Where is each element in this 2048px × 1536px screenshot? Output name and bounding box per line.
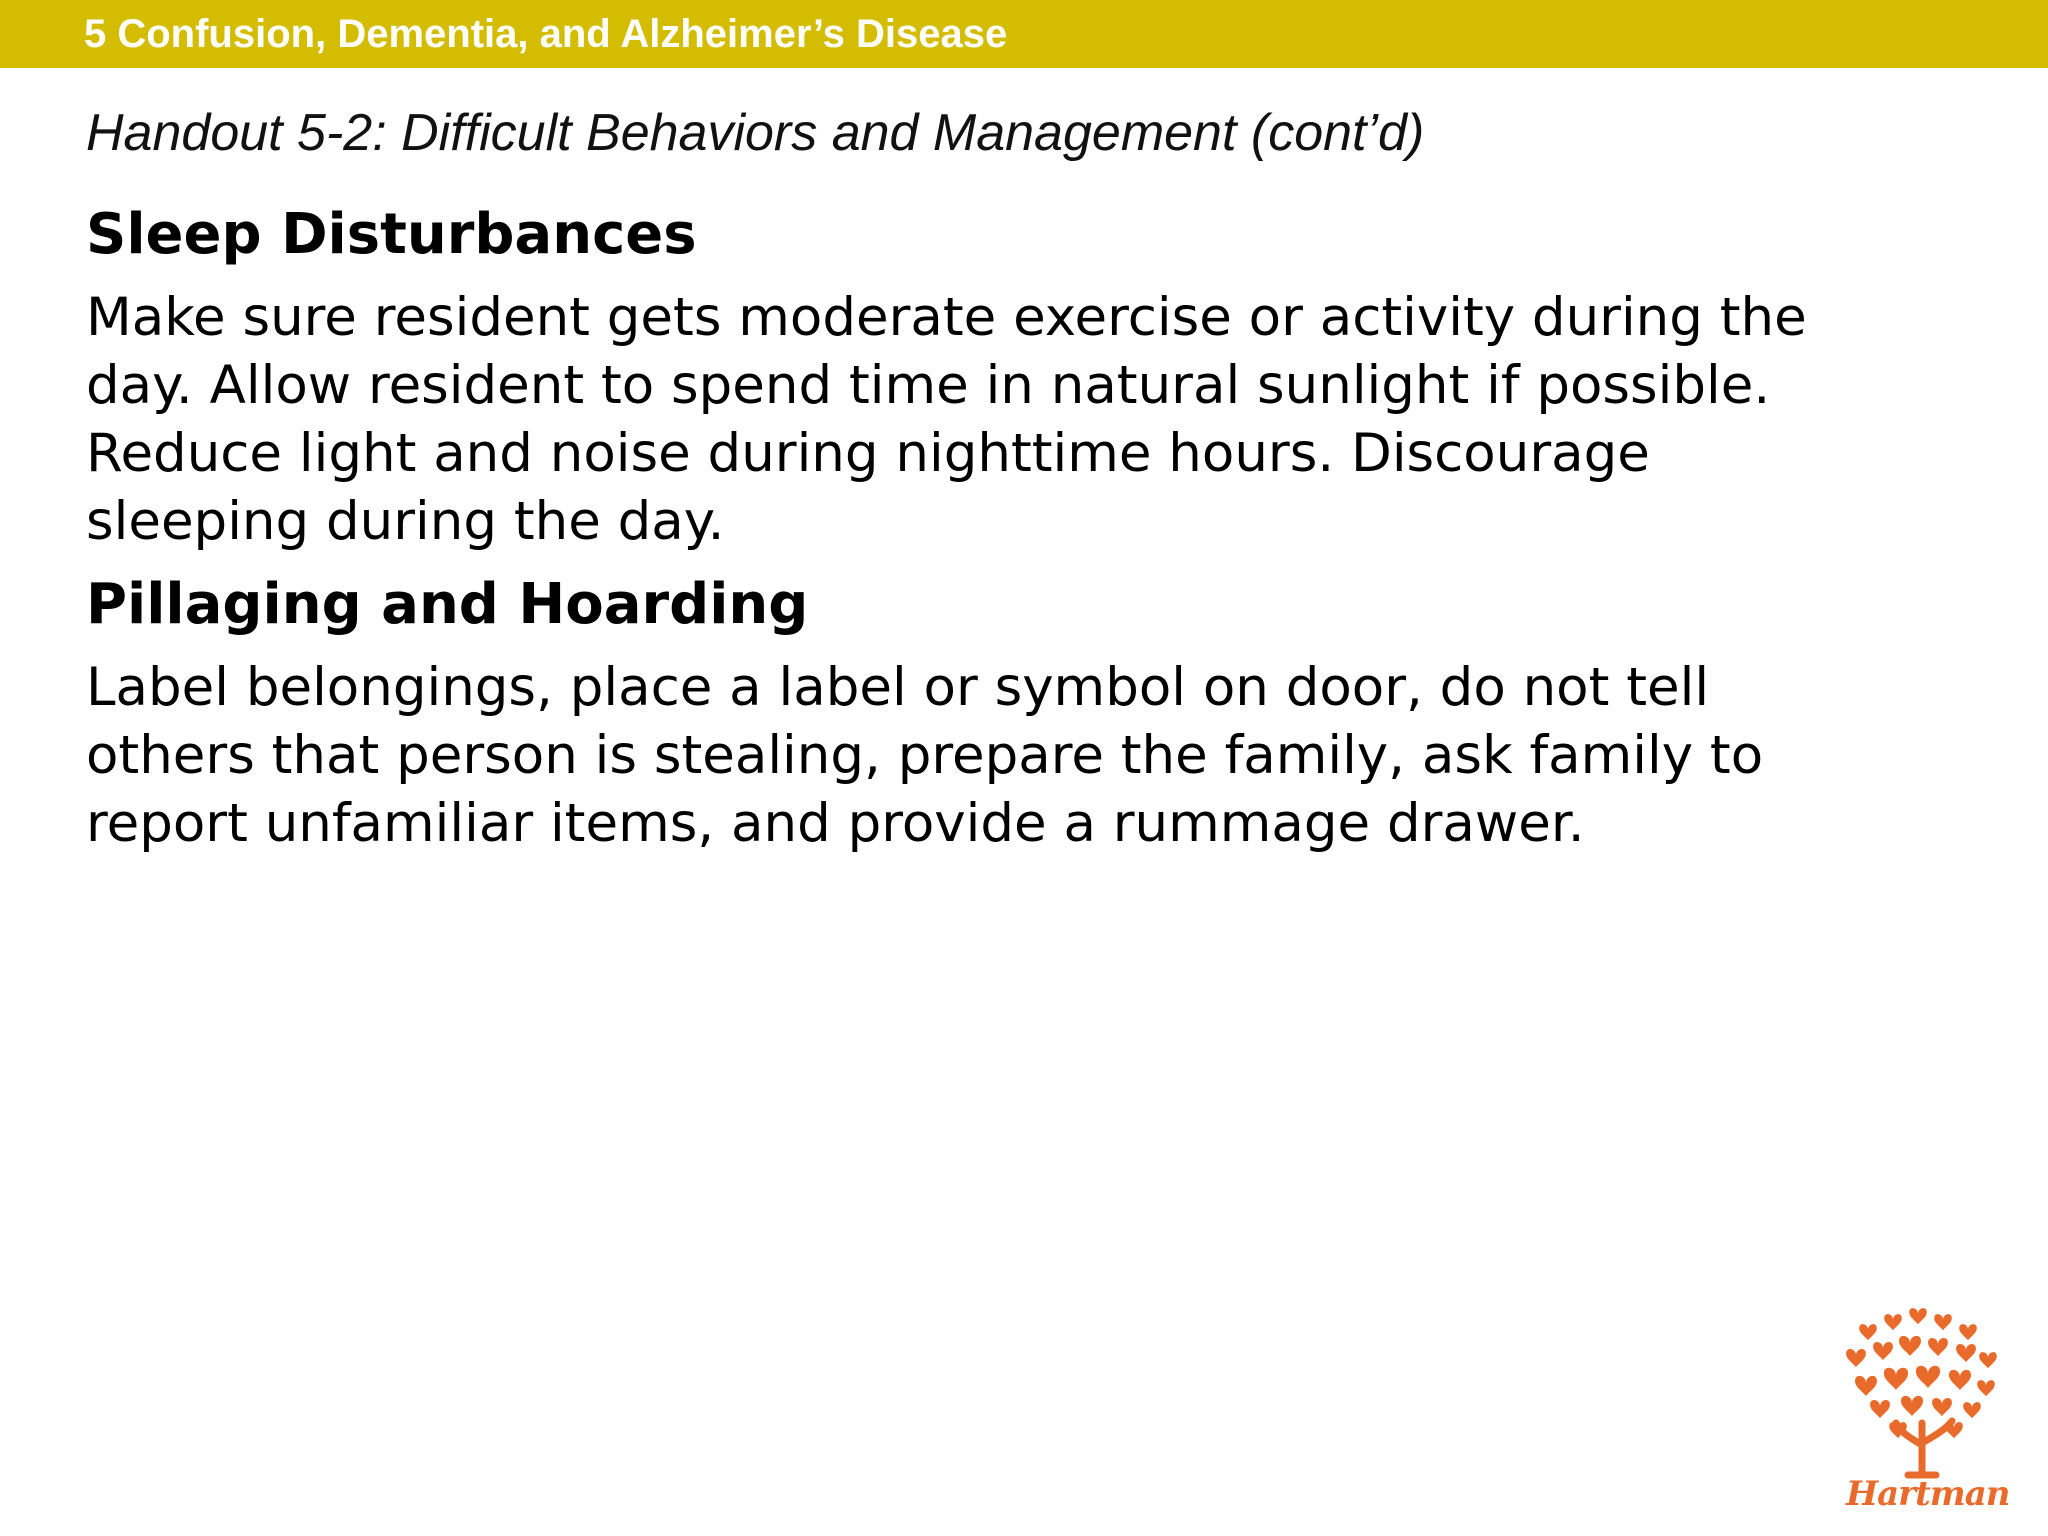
- section-body-sleep: [86, 284, 1986, 556]
- hartman-logo-text: Hartman: [1846, 1474, 2010, 1514]
- section-body-pillaging: [86, 654, 1986, 858]
- body-line: Label belongings, place a label or symbol on door, do not tell: [86, 657, 1710, 718]
- body-line: report unfamiliar items, and provide a rummage drawer.: [86, 793, 1585, 854]
- chapter-title: 5 Confusion, Dementia, and Alzheimer’s Disease: [84, 12, 1008, 56]
- handout-title: Handout 5-2: Difficult Behaviors and Management (cont’d): [86, 104, 1425, 162]
- body-line: Make sure resident gets moderate exercise or activity during the: [86, 287, 1807, 348]
- body-line: Reduce light and noise during nighttime hours. Discourage: [86, 423, 1650, 484]
- body-line: sleeping during the day.: [86, 491, 725, 552]
- body-line: day. Allow resident to spend time in natural sunlight if possible.: [86, 355, 1771, 416]
- body-line: others that person is stealing, prepare the family, ask family to: [86, 725, 1764, 786]
- section-heading-pillaging: Pillaging and Hoarding: [86, 572, 809, 637]
- section-heading-sleep: Sleep Disturbances: [86, 202, 697, 267]
